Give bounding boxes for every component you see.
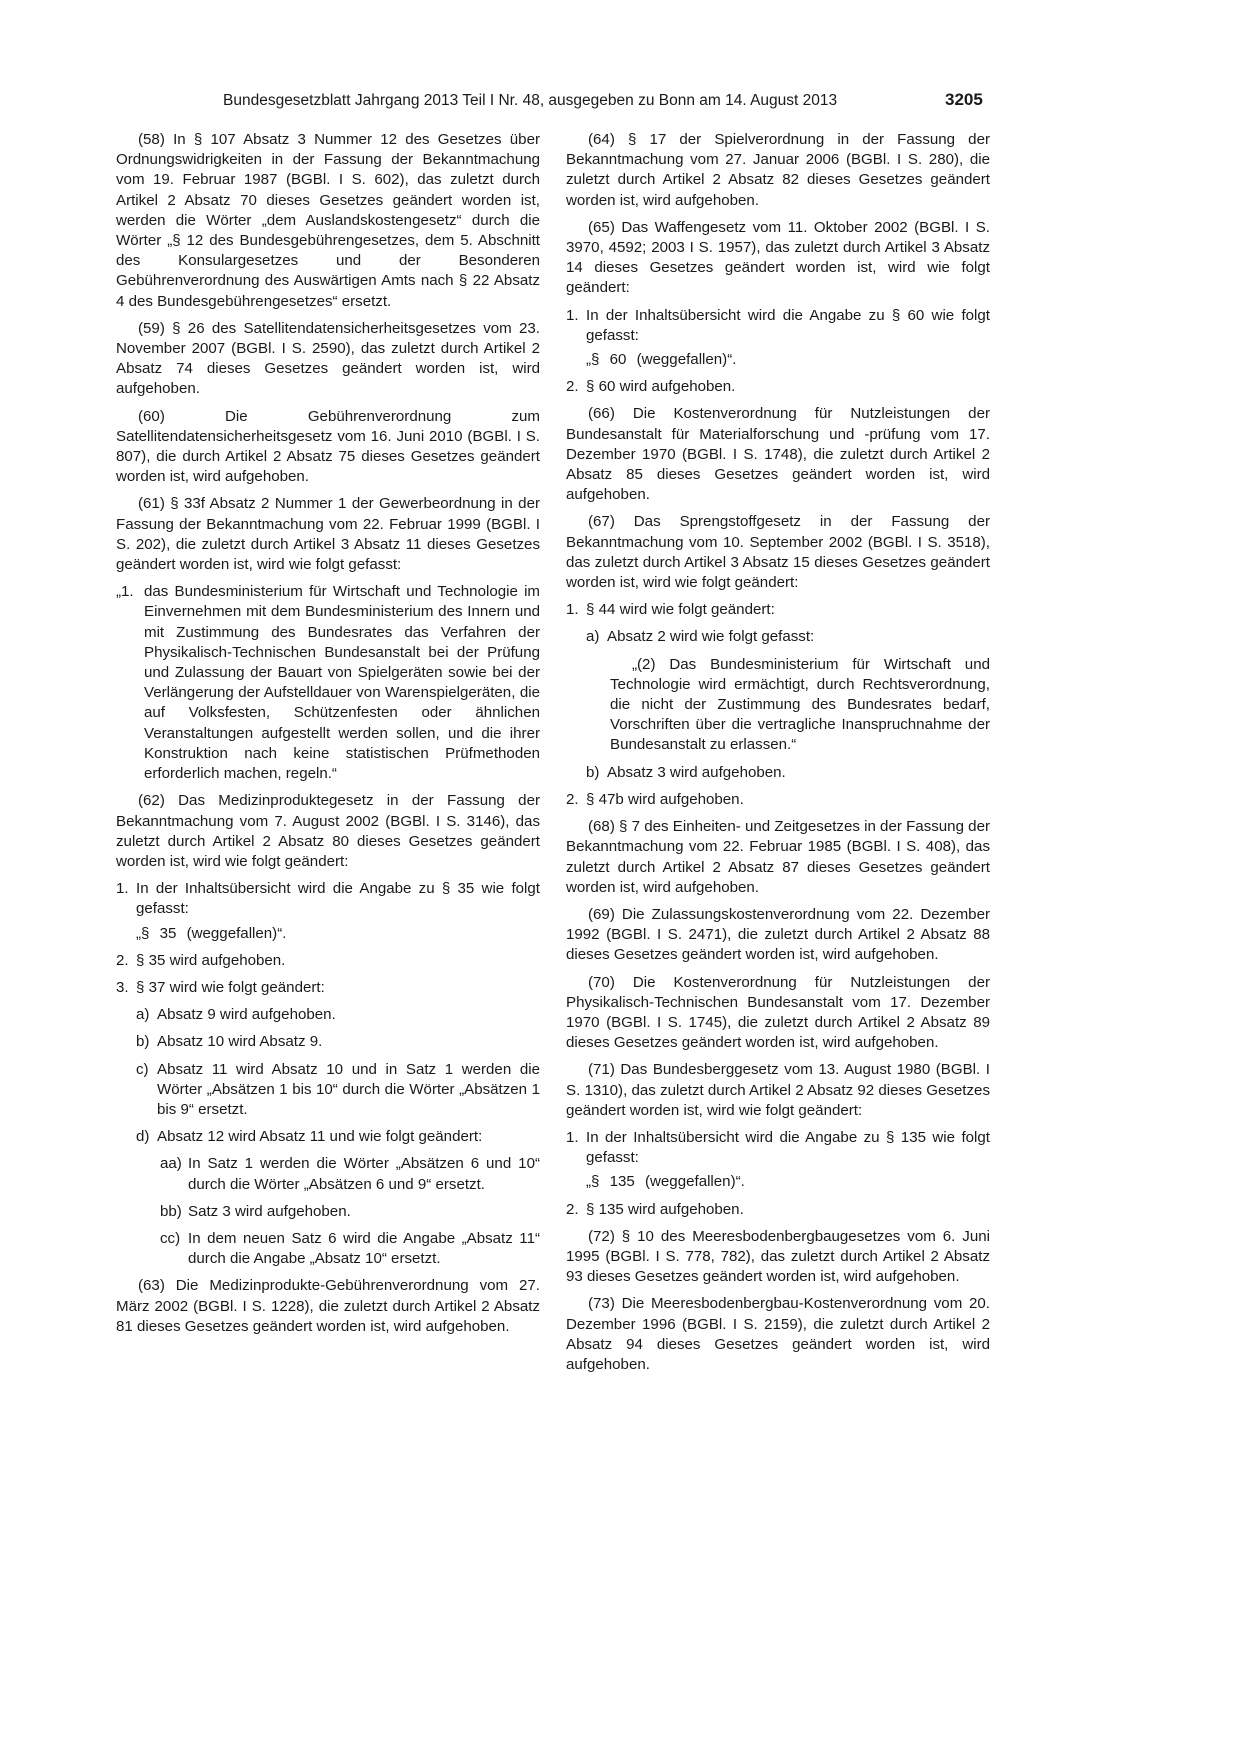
page-header	[0, 90, 1100, 114]
paragraph-62: (62) Das Medizinproduktegesetz in der Fassung der Bekanntmachung vom 7. August 2002 (BGBl. I S. 3146), das zuletzt durch Artikel 2 Absatz 80 dieses Gesetzes geändert worden ist, wird wie folgt geändert:	[116, 792, 540, 870]
sub-item-text: Absatz 12 wird Absatz 11 und wie folgt geändert:	[157, 1128, 483, 1146]
list-item-text: In der Inhaltsübersicht wird die Angabe zu § 35 wie folgt gefasst:	[136, 880, 540, 918]
list-item	[566, 306, 990, 346]
sub-item	[136, 1060, 540, 1121]
list-item-text: das Bundesministerium für Wirtschaft und Technologie im Einvernehmen mit dem Bundesministerium des Innern und mit Zustimmung des Bundesrates das Verfahren der Physikalisch-Technischen Bundesanstalt bei der Prüfung und Zulassung der Bauart von Spielgeräten sowie bei der Verlängerung der Aufstelldauer von Warenspielgeräten, die auf Volksfesten, Schützenfesten oder ähnlichen Veranstaltungen aufgestellt werden sollen, und die ihrer Konstruktion nach keine statistischen Prüfmethoden erforderlich machen, regeln.“	[144, 583, 540, 783]
paragraph-64: (64) § 17 der Spielverordnung in der Fassung der Bekanntmachung vom 27. Januar 2006 (BGBl. I S. 280), die zuletzt durch Artikel 2 Absatz 82 dieses Gesetzes geändert worden ist, wird aufgehoben.	[566, 131, 990, 209]
list-item-number: 2.	[566, 378, 579, 396]
quoted-amendment-text: „§ 60 (weggefallen)“.	[586, 351, 737, 369]
paragraph-72: (72) § 10 des Meeresbodenbergbaugesetzes vom 6. Juni 1995 (BGBl. I S. 778, 782), das zuletzt durch Artikel 2 Absatz 93 dieses Gesetzes geändert worden ist, wird aufgehoben.	[566, 1227, 990, 1286]
list-item-text: In der Inhaltsübersicht wird die Angabe zu § 60 wie folgt gefasst:	[586, 306, 990, 344]
paragraph-69: (69) Die Zulassungskostenverordnung vom 22. Dezember 1992 (BGBl. I S. 2471), die zuletzt durch Artikel 2 Absatz 88 dieses Gesetzes geändert worden ist, wird aufgehoben.	[566, 905, 990, 964]
sub-sub-item	[160, 1154, 540, 1194]
sub-sub-item	[160, 1229, 540, 1269]
list-item	[566, 600, 990, 620]
paragraph-58: (58) In § 107 Absatz 3 Nummer 12 des Gesetzes über Ordnungswidrigkeiten in der Fassung der Bekanntmachung vom 19. Februar 1987 (BGBl. I S. 602), das zuletzt durch Artikel 2 Absatz 70 dieses Gesetzes geändert worden ist, werden die Wörter „dem Auslandskostengesetz“ durch die Wörter „§ 12 des Bundesgebührengesetzes, dem 5. Abschnitt des Konsulargesetzes und der Besonderen Gebührenverordnung des Auswärtigen Amts nach § 22 Absatz 4 des Bundesgebührengesetzes“ ersetzt.	[116, 131, 540, 310]
list-item-number: 3.	[116, 978, 129, 996]
sub-item	[136, 1005, 540, 1025]
sub-item	[586, 627, 990, 647]
list-item-text: § 47b wird aufgehoben.	[586, 790, 744, 808]
sub-sub-item-text: In dem neuen Satz 6 wird die Angabe „Absatz 11“ durch die Angabe „Absatz 10“ ersetzt.	[188, 1229, 540, 1268]
list-item	[116, 978, 540, 998]
quoted-amendment	[116, 924, 540, 944]
list-item-text: § 44 wird wie folgt geändert:	[586, 601, 775, 619]
quoted-amendment-text: „§ 35 (weggefallen)“.	[136, 924, 287, 942]
sub-item	[136, 1032, 540, 1052]
list-item	[566, 1128, 990, 1168]
paragraph-61: (61) § 33f Absatz 2 Nummer 1 der Gewerbeordnung in der Fassung der Bekanntmachung vom 22. Februar 1999 (BGBl. I S. 202), die zuletzt durch Artikel 3 Absatz 11 dieses Gesetzes geändert worden ist, wird wie folgt gefasst:	[116, 495, 540, 574]
paragraph-68: (68) § 7 des Einheiten- und Zeitgesetzes in der Fassung der Bekanntmachung vom 22. Februar 1985 (BGBl. I S. 408), das zuletzt durch Artikel 2 Absatz 87 dieses Gesetzes geändert worden ist, wird aufgehoben.	[566, 818, 990, 896]
gazette-title: Bundesgesetzblatt Jahrgang 2013 Teil I Nr. 48, ausgegeben zu Bonn am 14. August 2013	[223, 92, 838, 109]
list-item-number: 2.	[116, 951, 129, 969]
sub-item-letter: b)	[586, 763, 600, 781]
list-item	[566, 790, 990, 810]
sub-item-text: Absatz 2 wird wie folgt gefasst:	[607, 628, 815, 646]
quoted-paragraph: „(2) Das Bundesministerium für Wirtschaft und Technologie wird ermächtigt, durch Rechtsverordnung, die nicht der Zustimmung des Bundesrates bedarf, Vorschriften über die vertragliche Inanspruchnahme der Bundesanstalt zu erlassen.“	[610, 655, 990, 754]
sub-item-letter: d)	[136, 1128, 150, 1146]
sub-sub-item	[160, 1202, 540, 1222]
list-item-number: 1.	[116, 880, 129, 898]
list-item	[566, 1200, 990, 1220]
paragraph-66: (66) Die Kostenverordnung für Nutzleistungen der Bundesanstalt für Materialforschung und -prüfung vom 17. Dezember 1970 (BGBl. I S. 1748), die zuletzt durch Artikel 2 Absatz 85 dieses Gesetzes geändert worden ist, wird aufgehoben.	[566, 405, 990, 504]
list-item	[566, 377, 990, 397]
sub-item-letter: b)	[136, 1033, 150, 1051]
list-item-text: § 37 wird wie folgt geändert:	[136, 978, 325, 996]
sub-sub-item-text: Satz 3 wird aufgehoben.	[188, 1202, 351, 1220]
right-column	[566, 130, 990, 1382]
paragraph-59: (59) § 26 des Satellitendatensicherheitsgesetzes vom 23. November 2007 (BGBl. I S. 2590), das zuletzt durch Artikel 2 Absatz 74 dieses Gesetzes geändert worden ist, wird aufgehoben.	[116, 319, 540, 398]
left-column	[116, 130, 540, 1344]
sub-sub-item-label: cc)	[160, 1229, 181, 1247]
paragraph-73: (73) Die Meeresbodenbergbau-Kostenverordnung vom 20. Dezember 1996 (BGBl. I S. 2159), die zuletzt durch Artikel 2 Absatz 94 dieses Gesetzes geändert worden ist, wird aufgehoben.	[566, 1295, 990, 1373]
sub-item-text: Absatz 9 wird aufgehoben.	[157, 1006, 336, 1024]
page-number: 3205	[945, 90, 983, 109]
quoted-amendment-text: „§ 135 (weggefallen)“.	[586, 1173, 745, 1191]
list-item-text: In der Inhaltsübersicht wird die Angabe zu § 135 wie folgt gefasst:	[586, 1128, 990, 1167]
sub-sub-item-label: aa)	[160, 1155, 182, 1173]
paragraph-65: (65) Das Waffengesetz vom 11. Oktober 2002 (BGBl. I S. 3970, 4592; 2003 I S. 1957), das zuletzt durch Artikel 3 Absatz 14 dieses Gesetzes geändert worden ist, wird wie folgt geändert:	[566, 218, 990, 297]
sub-item-letter: c)	[136, 1060, 149, 1078]
paragraph-67: (67) Das Sprengstoffgesetz in der Fassung der Bekanntmachung vom 10. September 2002 (BGBl. I S. 3518), das zuletzt durch Artikel 3 Absatz 15 dieses Gesetzes geändert worden ist, wird wie folgt geändert:	[566, 513, 990, 592]
paragraph-63: (63) Die Medizinprodukte-Gebührenverordnung vom 27. März 2002 (BGBl. I S. 1228), die zuletzt durch Artikel 2 Absatz 81 dieses Gesetzes geändert worden ist, wird aufgehoben.	[116, 1277, 540, 1335]
list-item-text: § 35 wird aufgehoben.	[136, 951, 286, 969]
list-item-text: § 135 wird aufgehoben.	[586, 1200, 744, 1218]
sub-sub-item-label: bb)	[160, 1202, 182, 1220]
list-item	[116, 582, 540, 784]
sub-item-text: Absatz 3 wird aufgehoben.	[607, 763, 786, 781]
sub-sub-item-text: In Satz 1 werden die Wörter „Absätzen 6 und 10“ durch die Wörter „Absätzen 6 und 9“ ersetzt.	[188, 1155, 540, 1193]
list-item-number: 2.	[566, 790, 579, 808]
paragraph-60: (60) Die Gebührenverordnung zum Satellitendatensicherheitsgesetz vom 16. Juni 2010 (BGBl. I S. 807), die durch Artikel 2 Absatz 75 dieses Gesetzes geändert worden ist, wird aufgehoben.	[116, 407, 540, 486]
list-item-number: „1.	[116, 583, 134, 601]
list-item-number: 1.	[566, 601, 579, 619]
quoted-amendment	[566, 1172, 990, 1192]
list-item-number: 1.	[566, 1128, 579, 1146]
list-item-number: 2.	[566, 1200, 579, 1218]
paragraph-70: (70) Die Kostenverordnung für Nutzleistungen der Physikalisch-Technischen Bundesanstalt vom 17. Dezember 1970 (BGBl. I S. 1745), die zuletzt durch Artikel 2 Absatz 89 dieses Gesetzes geändert worden ist, wird aufgehoben.	[566, 973, 990, 1052]
list-item-text: § 60 wird aufgehoben.	[586, 378, 736, 396]
list-item-number: 1.	[566, 306, 579, 324]
sub-item	[586, 763, 990, 783]
list-item	[116, 951, 540, 971]
quoted-amendment	[566, 350, 990, 370]
sub-item	[136, 1127, 540, 1147]
list-item	[116, 879, 540, 919]
sub-item-letter: a)	[136, 1006, 150, 1024]
paragraph-71: (71) Das Bundesberggesetz vom 13. August 1980 (BGBl. I S. 1310), das zuletzt durch Artikel 2 Absatz 92 dieses Gesetzes geändert worden ist, wird wie folgt geändert:	[566, 1061, 990, 1119]
sub-item-text: Absatz 11 wird Absatz 10 und in Satz 1 werden die Wörter „Absätzen 1 bis 10“ durch die Wörter „Absätzen 1 bis 9“ ersetzt.	[157, 1060, 540, 1118]
sub-item-text: Absatz 10 wird Absatz 9.	[157, 1033, 323, 1051]
sub-item-letter: a)	[586, 628, 600, 646]
